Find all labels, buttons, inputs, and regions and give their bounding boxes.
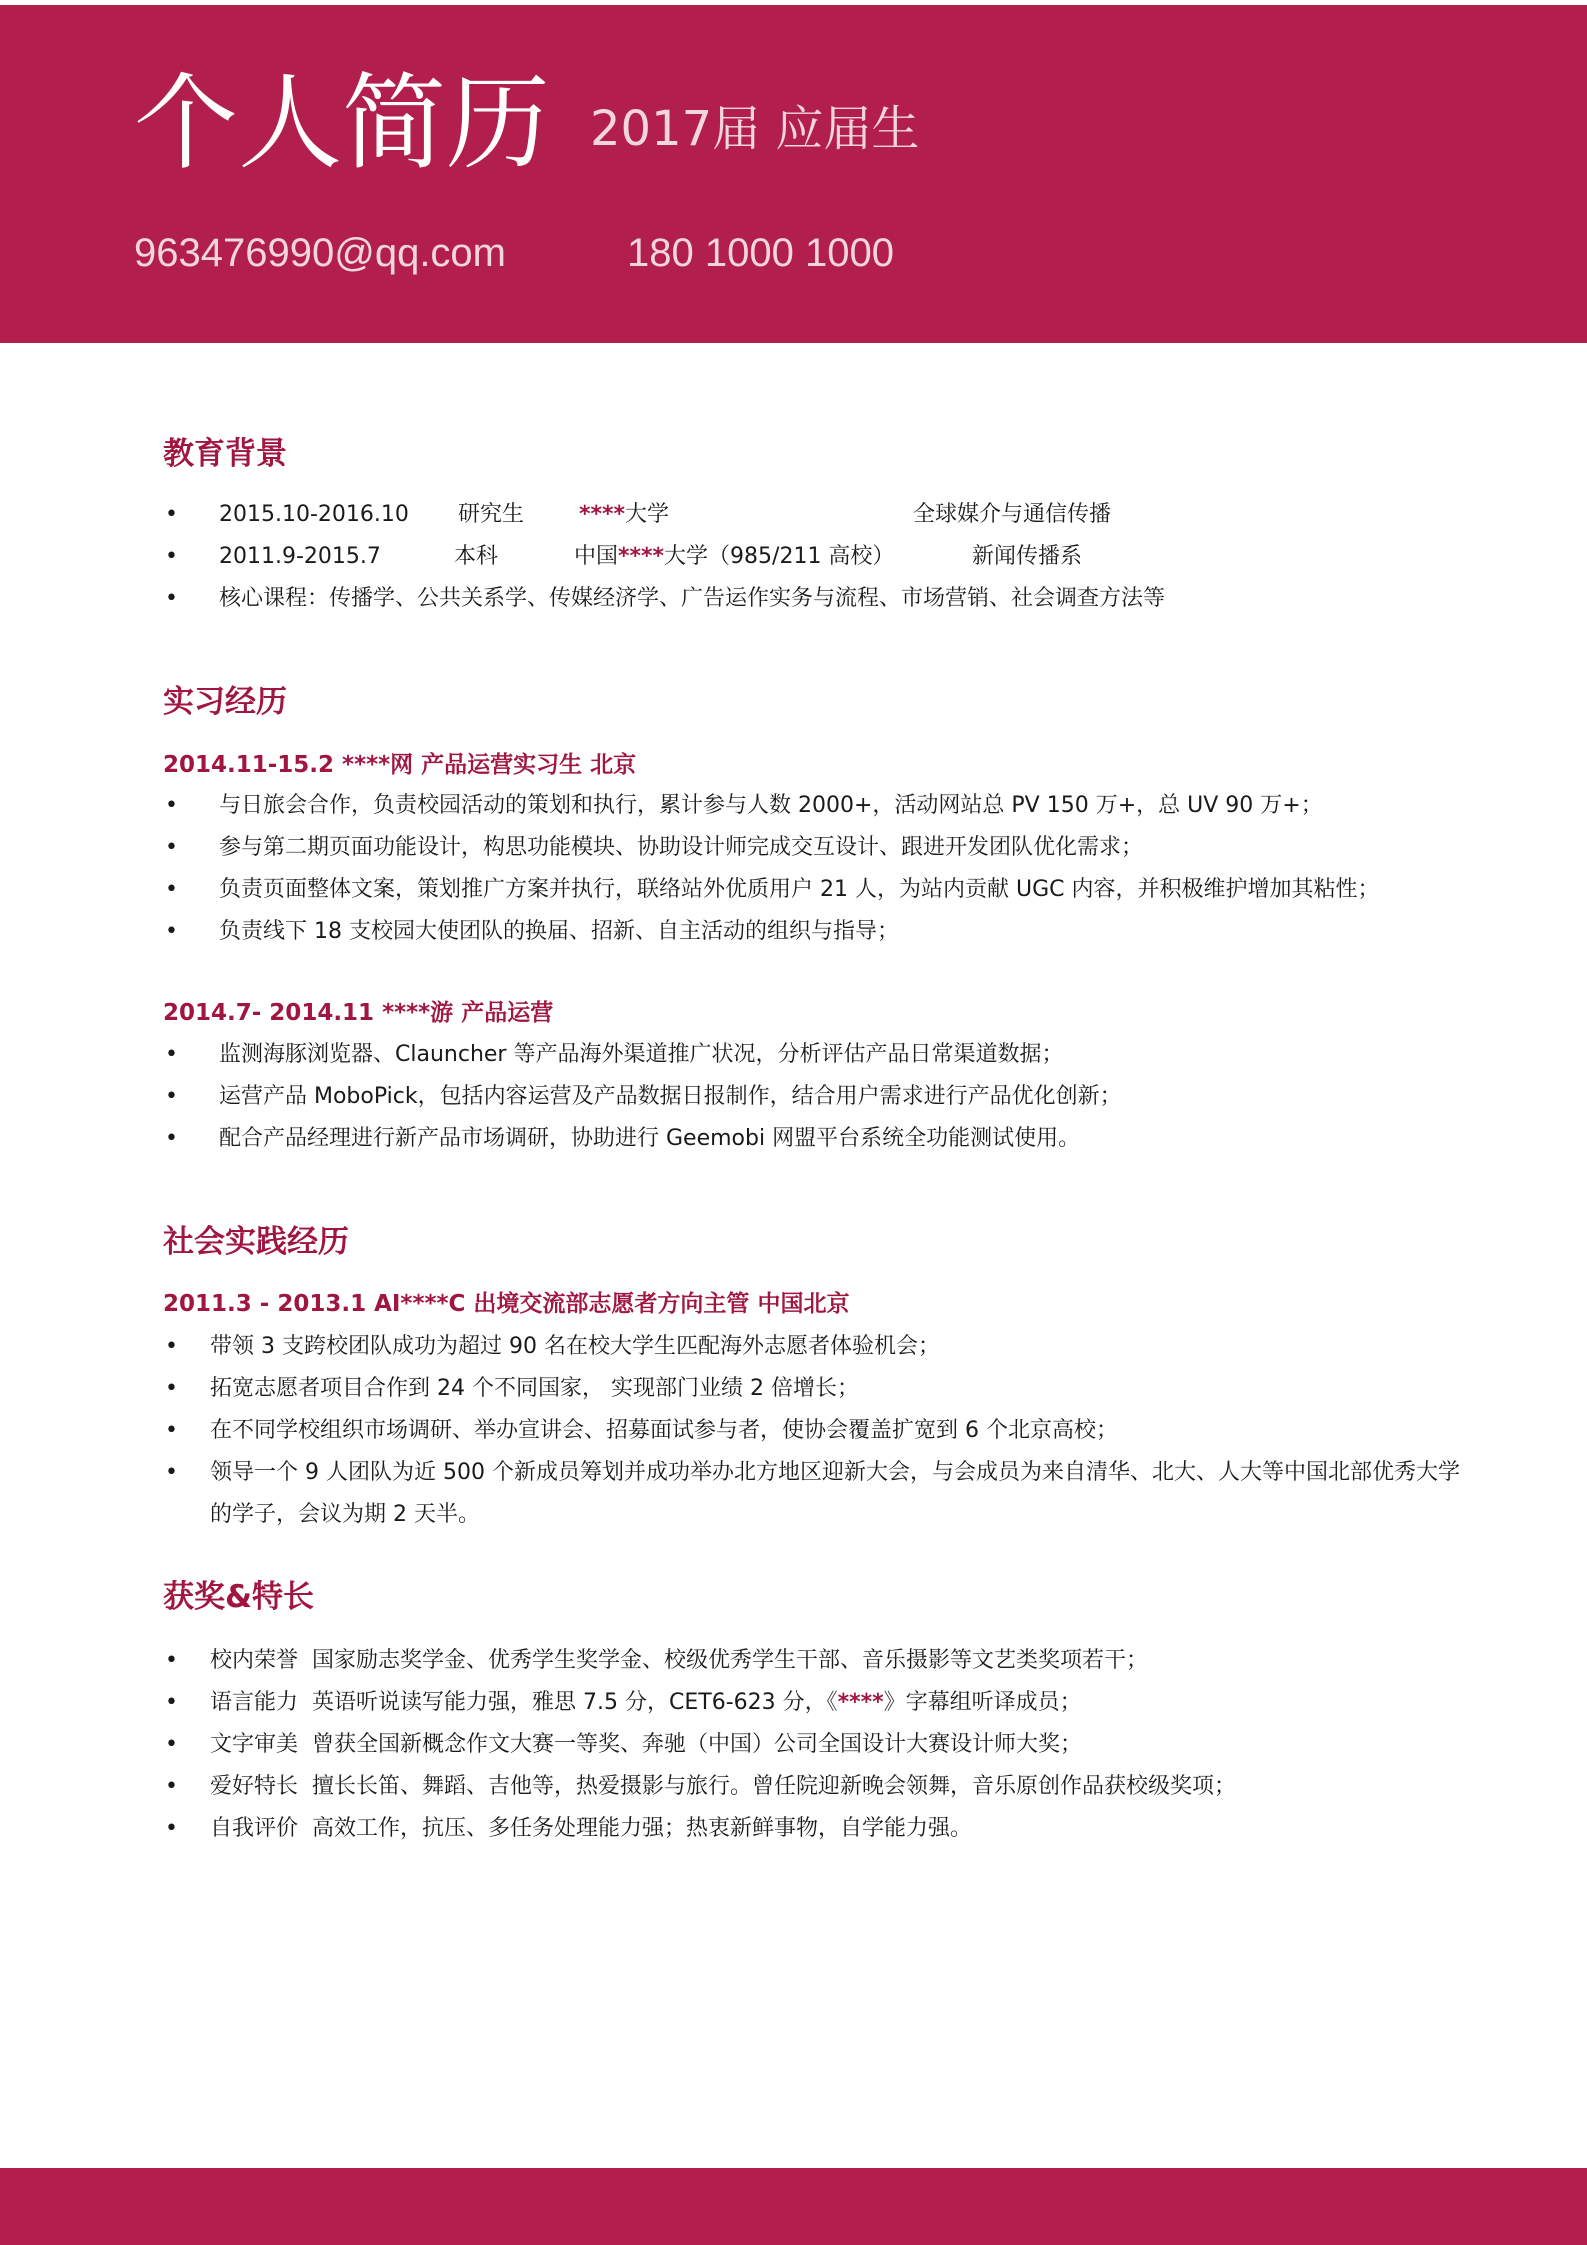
section-title-practice: 社会实践经历 — [163, 1224, 349, 1260]
job-heading: 2014.7- 2014.11 ****游 产品运营 — [163, 1000, 554, 1026]
award-text — [210, 1808, 972, 1850]
edu-major: 新闻传播系 — [972, 544, 1083, 569]
award-text — [210, 1640, 1148, 1682]
bullet: • — [165, 1816, 178, 1841]
list-item-text: 配合产品经理进行新产品市场调研，协助进行 Geemobi 网盟平台系统全功能测试使用。 — [219, 1126, 1081, 1151]
bullet: • — [165, 1042, 178, 1067]
job-heading: 2014.11-15.2 ****网 产品运营实习生 北京 — [163, 752, 637, 778]
list-item-text: 监测海豚浏览器、Clauncher 等产品海外渠道推广状况，分析评估产品日常渠道数据； — [219, 1042, 1064, 1067]
bullet: • — [165, 835, 178, 860]
bullet: • — [165, 919, 178, 944]
bullet: • — [165, 502, 178, 527]
award-detail: 曾获全国新概念作文大赛一等奖、奔驰（中国）公司全国设计大赛设计师大奖； — [312, 1732, 1083, 1757]
list-item-text: 运营产品 MoboPick，包括内容运营及产品数据日报制作，结合用户需求进行产品优化创新； — [219, 1084, 1122, 1109]
edu-degree: 研究生 — [458, 502, 525, 527]
courses-text: 核心课程：传播学、公共关系学、传媒经济学、广告运作实务与流程、市场营销、社会调查方法等 — [219, 586, 1166, 611]
list-item-text: 参与第二期页面功能设计，构思功能模块、协助设计师完成交互设计、跟进开发团队优化需求； — [219, 835, 1144, 860]
award-detail: 英语听说读写能力强，雅思 7.5 分，CET6-623 分，《 — [312, 1690, 838, 1715]
bullet: • — [165, 877, 178, 902]
award-label: 校内荣誉 — [210, 1648, 299, 1673]
award-label: 爱好特长 — [210, 1774, 299, 1799]
bullet: • — [165, 793, 178, 818]
school-name: 大学 — [625, 502, 670, 527]
bullet: • — [165, 544, 178, 569]
list-item-text: 拓宽志愿者项目合作到 24 个不同国家， 实现部门业绩 2 倍增长； — [210, 1376, 859, 1401]
school-name: 大学（985/211 高校） — [664, 544, 895, 569]
list-item-text: 在不同学校组织市场调研、举办宣讲会、招募面试参与者，使协会覆盖扩宽到 6 个北京高校； — [210, 1418, 1118, 1443]
section-title-education: 教育背景 — [163, 436, 287, 472]
award-detail: 擅长长笛、舞蹈、吉他等，热爱摄影与旅行。曾任院迎新晚会领舞，音乐原创作品获校级奖项； — [312, 1774, 1237, 1799]
page-title: 个人简历 — [134, 62, 551, 184]
school-mask: **** — [579, 502, 626, 527]
bullet: • — [165, 586, 178, 611]
list-item-text: 负责页面整体文案，策划推广方案并执行，联络站外优质用户 21 人，为站内贡献 UGC 内容，并积极维护增加其粘性； — [219, 877, 1380, 902]
edu-period: 2011.9-2015.7 — [219, 544, 381, 569]
section-title-awards: 获奖&特长 — [163, 1579, 315, 1615]
award-detail: 国家励志奖学金、优秀学生奖学金、校级优秀学生干部、音乐摄影等文艺类奖项若干； — [312, 1648, 1149, 1673]
award-mask: **** — [837, 1690, 884, 1715]
list-item-text: 与日旅会合作，负责校园活动的策划和执行，累计参与人数 2000+，活动网站总 PV 150 万+，总 UV 90 万+； — [219, 793, 1323, 818]
footer-banner — [0, 2168, 1587, 2245]
award-text — [210, 1682, 1082, 1724]
award-label: 自我评价 — [210, 1816, 299, 1841]
practice-heading: 2011.3 - 2013.1 AI****C 出境交流部志愿者方向主管 中国北京 — [163, 1291, 850, 1317]
edu-school — [574, 536, 894, 578]
edu-degree: 本科 — [454, 544, 499, 569]
bullet: • — [165, 1648, 178, 1673]
section-title-internship: 实习经历 — [163, 684, 287, 720]
contact-phone: 180 1000 1000 — [627, 231, 894, 275]
header-banner — [0, 5, 1587, 343]
bullet: • — [165, 1376, 178, 1401]
award-detail: 高效工作，抗压、多任务处理能力强；热衷新鲜事物，自学能力强。 — [312, 1816, 973, 1841]
award-label: 文字审美 — [210, 1732, 299, 1757]
contact-email[interactable]: 963476990@qq.com — [134, 231, 506, 275]
bullet: • — [165, 1690, 178, 1715]
award-label: 语言能力 — [210, 1690, 299, 1715]
bullet: • — [165, 1732, 178, 1757]
school-prefix: 中国 — [574, 544, 619, 569]
bullet: • — [165, 1774, 178, 1799]
edu-school — [579, 494, 669, 536]
edu-period: 2015.10-2016.10 — [219, 502, 409, 527]
bullet: • — [165, 1334, 178, 1359]
award-detail-end: 》字幕组听译成员； — [883, 1690, 1082, 1715]
school-mask: **** — [618, 544, 665, 569]
award-text — [210, 1724, 1082, 1766]
list-item-text: 领导一个 9 人团队为近 500 个新成员筹划并成功举办北方地区迎新大会，与会成员为来自清华、北大、人大等中国北部优秀大学的学子，会议为期 2 天半。 — [210, 1460, 1460, 1527]
bullet: • — [165, 1084, 178, 1109]
bullet: • — [165, 1460, 178, 1485]
list-item-text: 负责线下 18 支校园大使团队的换届、招新、自主活动的组织与指导； — [219, 919, 899, 944]
bullet: • — [165, 1418, 178, 1443]
list-item-text: 带领 3 支跨校团队成功为超过 90 名在校大学生匹配海外志愿者体验机会； — [210, 1334, 940, 1359]
bullet: • — [165, 1126, 178, 1151]
page-subtitle: 2017届 应届生 — [590, 101, 920, 157]
award-text — [210, 1766, 1236, 1808]
edu-major: 全球媒介与通信传播 — [913, 502, 1112, 527]
